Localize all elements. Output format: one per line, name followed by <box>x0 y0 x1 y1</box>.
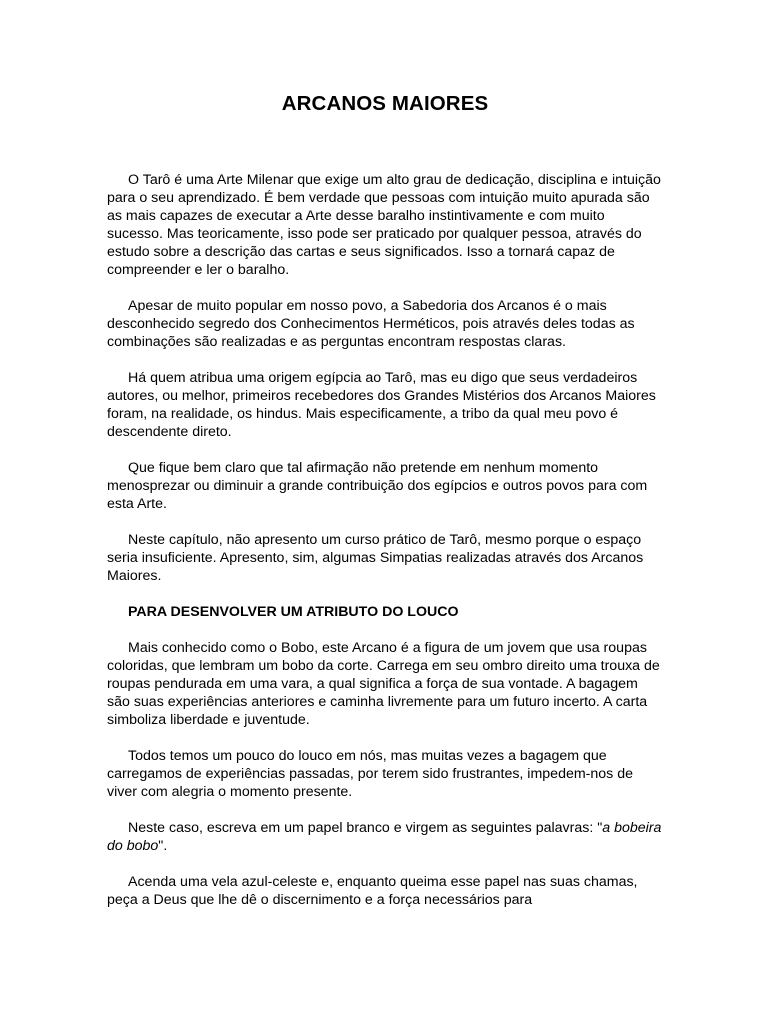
instruction-emphasis: a bobeira do bobo <box>107 820 662 854</box>
paragraph-vela: Acenda uma vela azul-celeste e, enquanto queima esse papel nas suas chamas, peça a Deus que lhe dê o discernimento e a força necessários para <box>107 874 638 908</box>
paragraph-capitulo: Neste capítulo, não apresento um curso prático de Tarô, mesmo porque o espaço seria insuficiente. Apresento, sim, algumas Simpatias realizadas através dos Arcanos Maiores. <box>107 532 644 584</box>
section-heading: PARA DESENVOLVER UM ATRIBUTO DO LOUCO <box>128 604 459 620</box>
page-title: ARCANOS MAIORES <box>281 92 489 115</box>
instruction-text-before: Neste caso, escreva em um papel branco e virgem as seguintes palavras: " <box>128 820 603 836</box>
document-body <box>107 171 663 927</box>
paragraph-intro: O Tarô é uma Arte Milenar que exige um alto grau de dedicação, disciplina e intuição para o seu aprendizado. É bem verdade que pessoas com intuição muito apurada são as mais capazes de executar a Arte desse baralho instintivamente e com muito sucesso. Mas teoricamente, isso pode ser praticado por qualquer pessoa, através do estudo sobre a descrição das cartas e seus significados. Isso a tornará capaz de compreender e ler o baralho. <box>107 172 661 278</box>
paragraph-origem: Há quem atribua uma origem egípcia ao Tarô, mas eu digo que seus verdadeiros autores, ou melhor, primeiros recebedores dos Grandes Mistérios dos Arcanos Maiores foram, na realidade, os hindus. Mais especificamente, a tribo da qual meu povo é descendente direto. <box>107 370 656 440</box>
paragraph-sabedoria: Apesar de muito popular em nosso povo, a Sabedoria dos Arcanos é o mais desconhecido segredo dos Conhecimentos Herméticos, pois através deles todas as combinações são realizadas e as perguntas encontram respostas claras. <box>107 298 635 350</box>
paragraph-instrucao <box>107 819 663 855</box>
paragraph-afirmacao: Que fique bem claro que tal afirmação não pretende em nenhum momento menosprezar ou diminuir a grande contribuição dos egípcios e outros povos para com esta Arte. <box>107 460 648 512</box>
paragraph-bobo: Mais conhecido como o Bobo, este Arcano é a figura de um jovem que usa roupas coloridas, que lembram um bobo da corte. Carrega em seu ombro direito uma trouxa de roupas pendurada em uma vara, a qual significa a força de sua vontade. A bagagem são suas experiências anteriores e caminha livremente para um futuro incerto. A carta simboliza liberdade e juventude. <box>107 640 660 728</box>
instruction-text-after: ". <box>158 838 168 854</box>
paragraph-louco: Todos temos um pouco do louco em nós, mas muitas vezes a bagagem que carregamos de experiências passadas, por terem sido frustrantes, impedem-nos de viver com alegria o momento presente. <box>107 748 633 800</box>
